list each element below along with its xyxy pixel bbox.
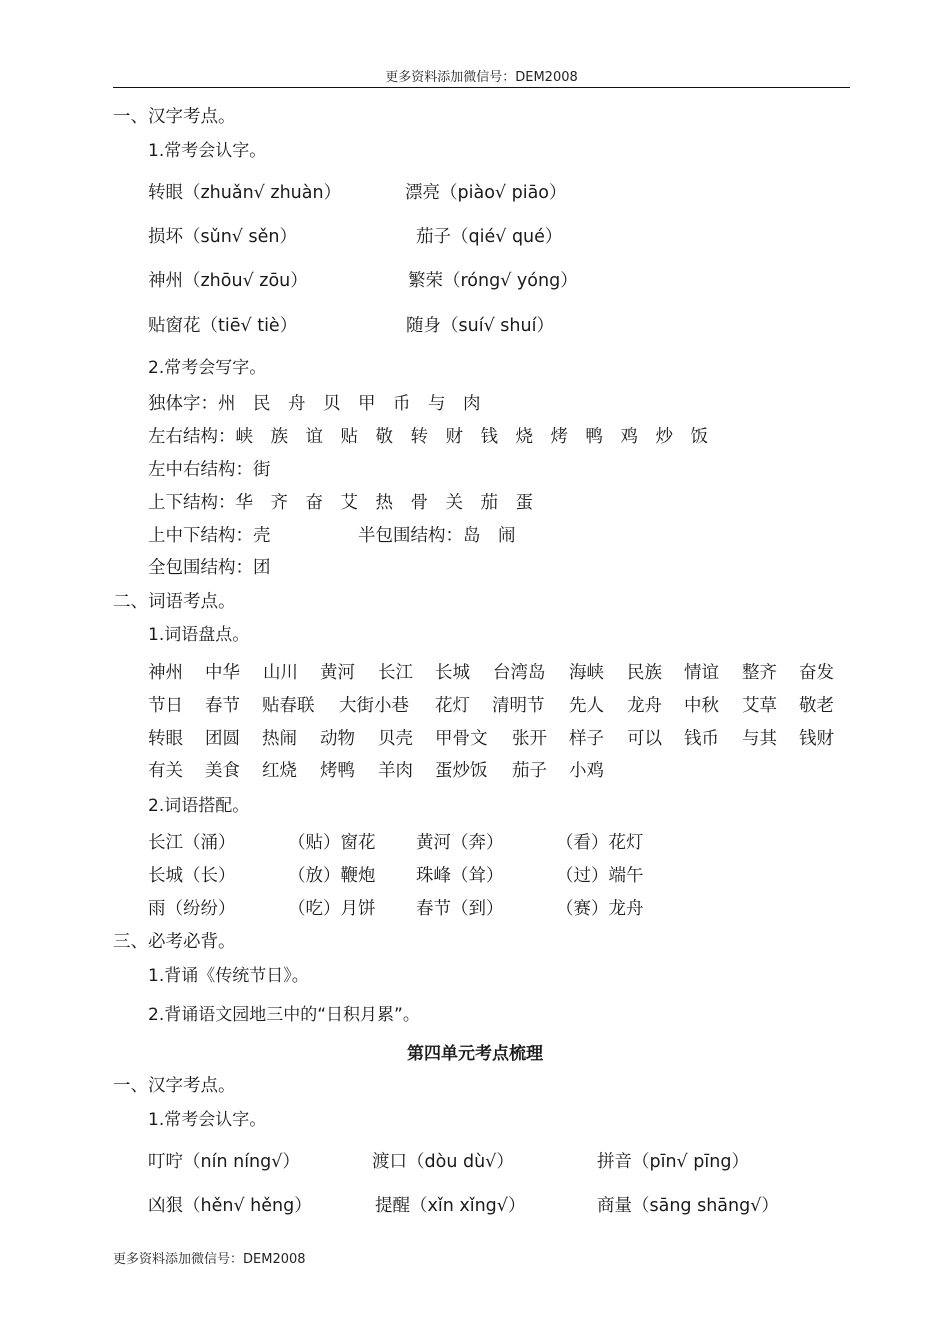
word-list-item: 台湾岛 — [493, 663, 546, 683]
structure-row: 独体字：州 民 舟 贝 甲 币 与 肉 — [148, 394, 481, 414]
pinyin-item: 茄子（qié√ qué） — [416, 227, 563, 247]
unit4-title: 第四单元考点梳理 — [407, 1044, 543, 1064]
unit4-section-title-hanzi: 一、汉字考点。 — [113, 1076, 236, 1096]
word-list-item: 红烧 — [262, 761, 297, 781]
word-list-item: 张开 — [512, 729, 547, 749]
word-list-item: 钱财 — [799, 729, 834, 749]
word-list-item: 海峡 — [569, 663, 604, 683]
word-list-item: 山川 — [263, 663, 298, 683]
collocation-item: （贴）窗花 — [288, 833, 376, 853]
word-list-item: 美食 — [205, 761, 240, 781]
pinyin-item: 凶狠（hěn√ hěng） — [148, 1196, 312, 1216]
word-list-item: 动物 — [320, 729, 355, 749]
word-list-item: 小鸡 — [569, 761, 604, 781]
word-list-item: 蛋炒饭 — [435, 761, 488, 781]
collocation-item: （过）端午 — [556, 866, 644, 886]
word-list-item: 中华 — [205, 663, 240, 683]
word-list-item: 情谊 — [684, 663, 719, 683]
word-list-item: 节日 — [148, 696, 183, 716]
collocation-item: （看）花灯 — [556, 833, 644, 853]
pinyin-item: 损坏（sǔn√ sěn） — [148, 227, 297, 247]
collocation-item: （放）鞭炮 — [288, 866, 376, 886]
word-list-item: 长城 — [435, 663, 470, 683]
collocation-item: 珠峰（耸） — [416, 866, 504, 886]
word-list-item: 贝壳 — [378, 729, 413, 749]
collocation-item: 春节（到） — [416, 899, 504, 919]
collocation-item: （赛）龙舟 — [556, 899, 644, 919]
word-list-item: 龙舟 — [627, 696, 662, 716]
section-title-ciyu: 二、词语考点。 — [113, 592, 236, 612]
collocation-item: （吃）月饼 — [288, 899, 376, 919]
word-list-item: 大街小巷 — [339, 696, 409, 716]
word-list-item: 可以 — [627, 729, 662, 749]
word-list-item: 与其 — [742, 729, 777, 749]
structure-row: 左右结构：峡 族 谊 贴 敬 转 财 钱 烧 烤 鸭 鸡 炒 饭 — [148, 427, 708, 447]
collocation-item: 长江（涌） — [148, 833, 236, 853]
word-list-item: 样子 — [569, 729, 604, 749]
pinyin-item: 贴窗花（tiē√ tiè） — [148, 316, 298, 336]
word-list-item: 花灯 — [435, 696, 470, 716]
word-list-item: 烤鸭 — [320, 761, 355, 781]
structure-row: 全包围结构：团 — [148, 558, 271, 578]
word-list-item: 清明节 — [492, 696, 545, 716]
structure-row: 上中下结构：壳 — [148, 526, 271, 546]
collocation-item: 长城（长） — [148, 866, 236, 886]
pinyin-item: 叮咛（nín níng√） — [148, 1152, 300, 1172]
recite-item: 1.背诵《传统节日》。 — [148, 966, 309, 986]
word-list-item: 甲骨文 — [435, 729, 488, 749]
word-list-item: 钱币 — [684, 729, 719, 749]
pinyin-item: 漂亮（piào√ piāo） — [405, 183, 567, 203]
word-list-item: 整齐 — [742, 663, 777, 683]
word-list-item: 艾草 — [742, 696, 777, 716]
word-list-item: 热闹 — [262, 729, 297, 749]
word-list-item: 中秋 — [684, 696, 719, 716]
recite-item: 2.背诵语文园地三中的“日积月累”。 — [148, 1005, 420, 1025]
subsection-word-list: 1.词语盘点。 — [148, 625, 250, 645]
word-list-item: 贴春联 — [262, 696, 315, 716]
word-list-item: 团圆 — [205, 729, 240, 749]
word-list-item: 敬老 — [799, 696, 834, 716]
unit4-subsection-recognize: 1.常考会认字。 — [148, 1110, 267, 1130]
section-title-recite: 三、必考必背。 — [113, 932, 236, 952]
word-list-item: 民族 — [627, 663, 662, 683]
pinyin-item: 神州（zhōu√ zōu） — [148, 271, 308, 291]
subsection-write: 2.常考会写字。 — [148, 358, 267, 378]
pinyin-item: 随身（suí√ shuí） — [406, 316, 554, 336]
page-footer: 更多资料添加微信号：DEM2008 — [113, 1252, 306, 1267]
section-title-hanzi: 一、汉字考点。 — [113, 107, 236, 127]
structure-row: 上下结构：华 齐 奋 艾 热 骨 关 茄 蛋 — [148, 493, 533, 513]
header-rule — [113, 87, 850, 88]
word-list-item: 有关 — [148, 761, 183, 781]
page-header: 更多资料添加微信号：DEM2008 — [385, 70, 578, 85]
subsection-recognize: 1.常考会认字。 — [148, 141, 267, 161]
collocation-item: 黄河（奔） — [416, 833, 504, 853]
pinyin-item: 繁荣（róng√ yóng） — [408, 271, 578, 291]
structure-row: 左中右结构：街 — [148, 460, 271, 480]
word-list-item: 茄子 — [512, 761, 547, 781]
word-list-item: 长江 — [378, 663, 413, 683]
pinyin-item: 提醒（xǐn xǐng√） — [375, 1196, 526, 1216]
pinyin-item: 渡口（dòu dù√） — [372, 1152, 514, 1172]
word-list-item: 春节 — [205, 696, 240, 716]
collocation-item: 雨（纷纷） — [148, 899, 236, 919]
word-list-item: 神州 — [148, 663, 183, 683]
pinyin-item: 转眼（zhuǎn√ zhuàn） — [148, 183, 342, 203]
word-list-item: 先人 — [569, 696, 604, 716]
word-list-item: 奋发 — [799, 663, 834, 683]
structure-row: 半包围结构：岛 闹 — [358, 526, 516, 546]
pinyin-item: 拼音（pīn√ pīng） — [597, 1152, 749, 1172]
word-list-item: 羊肉 — [378, 761, 413, 781]
word-list-item: 黄河 — [320, 663, 355, 683]
pinyin-item: 商量（sāng shāng√） — [597, 1196, 779, 1216]
subsection-collocation: 2.词语搭配。 — [148, 796, 250, 816]
word-list-item: 转眼 — [148, 729, 183, 749]
